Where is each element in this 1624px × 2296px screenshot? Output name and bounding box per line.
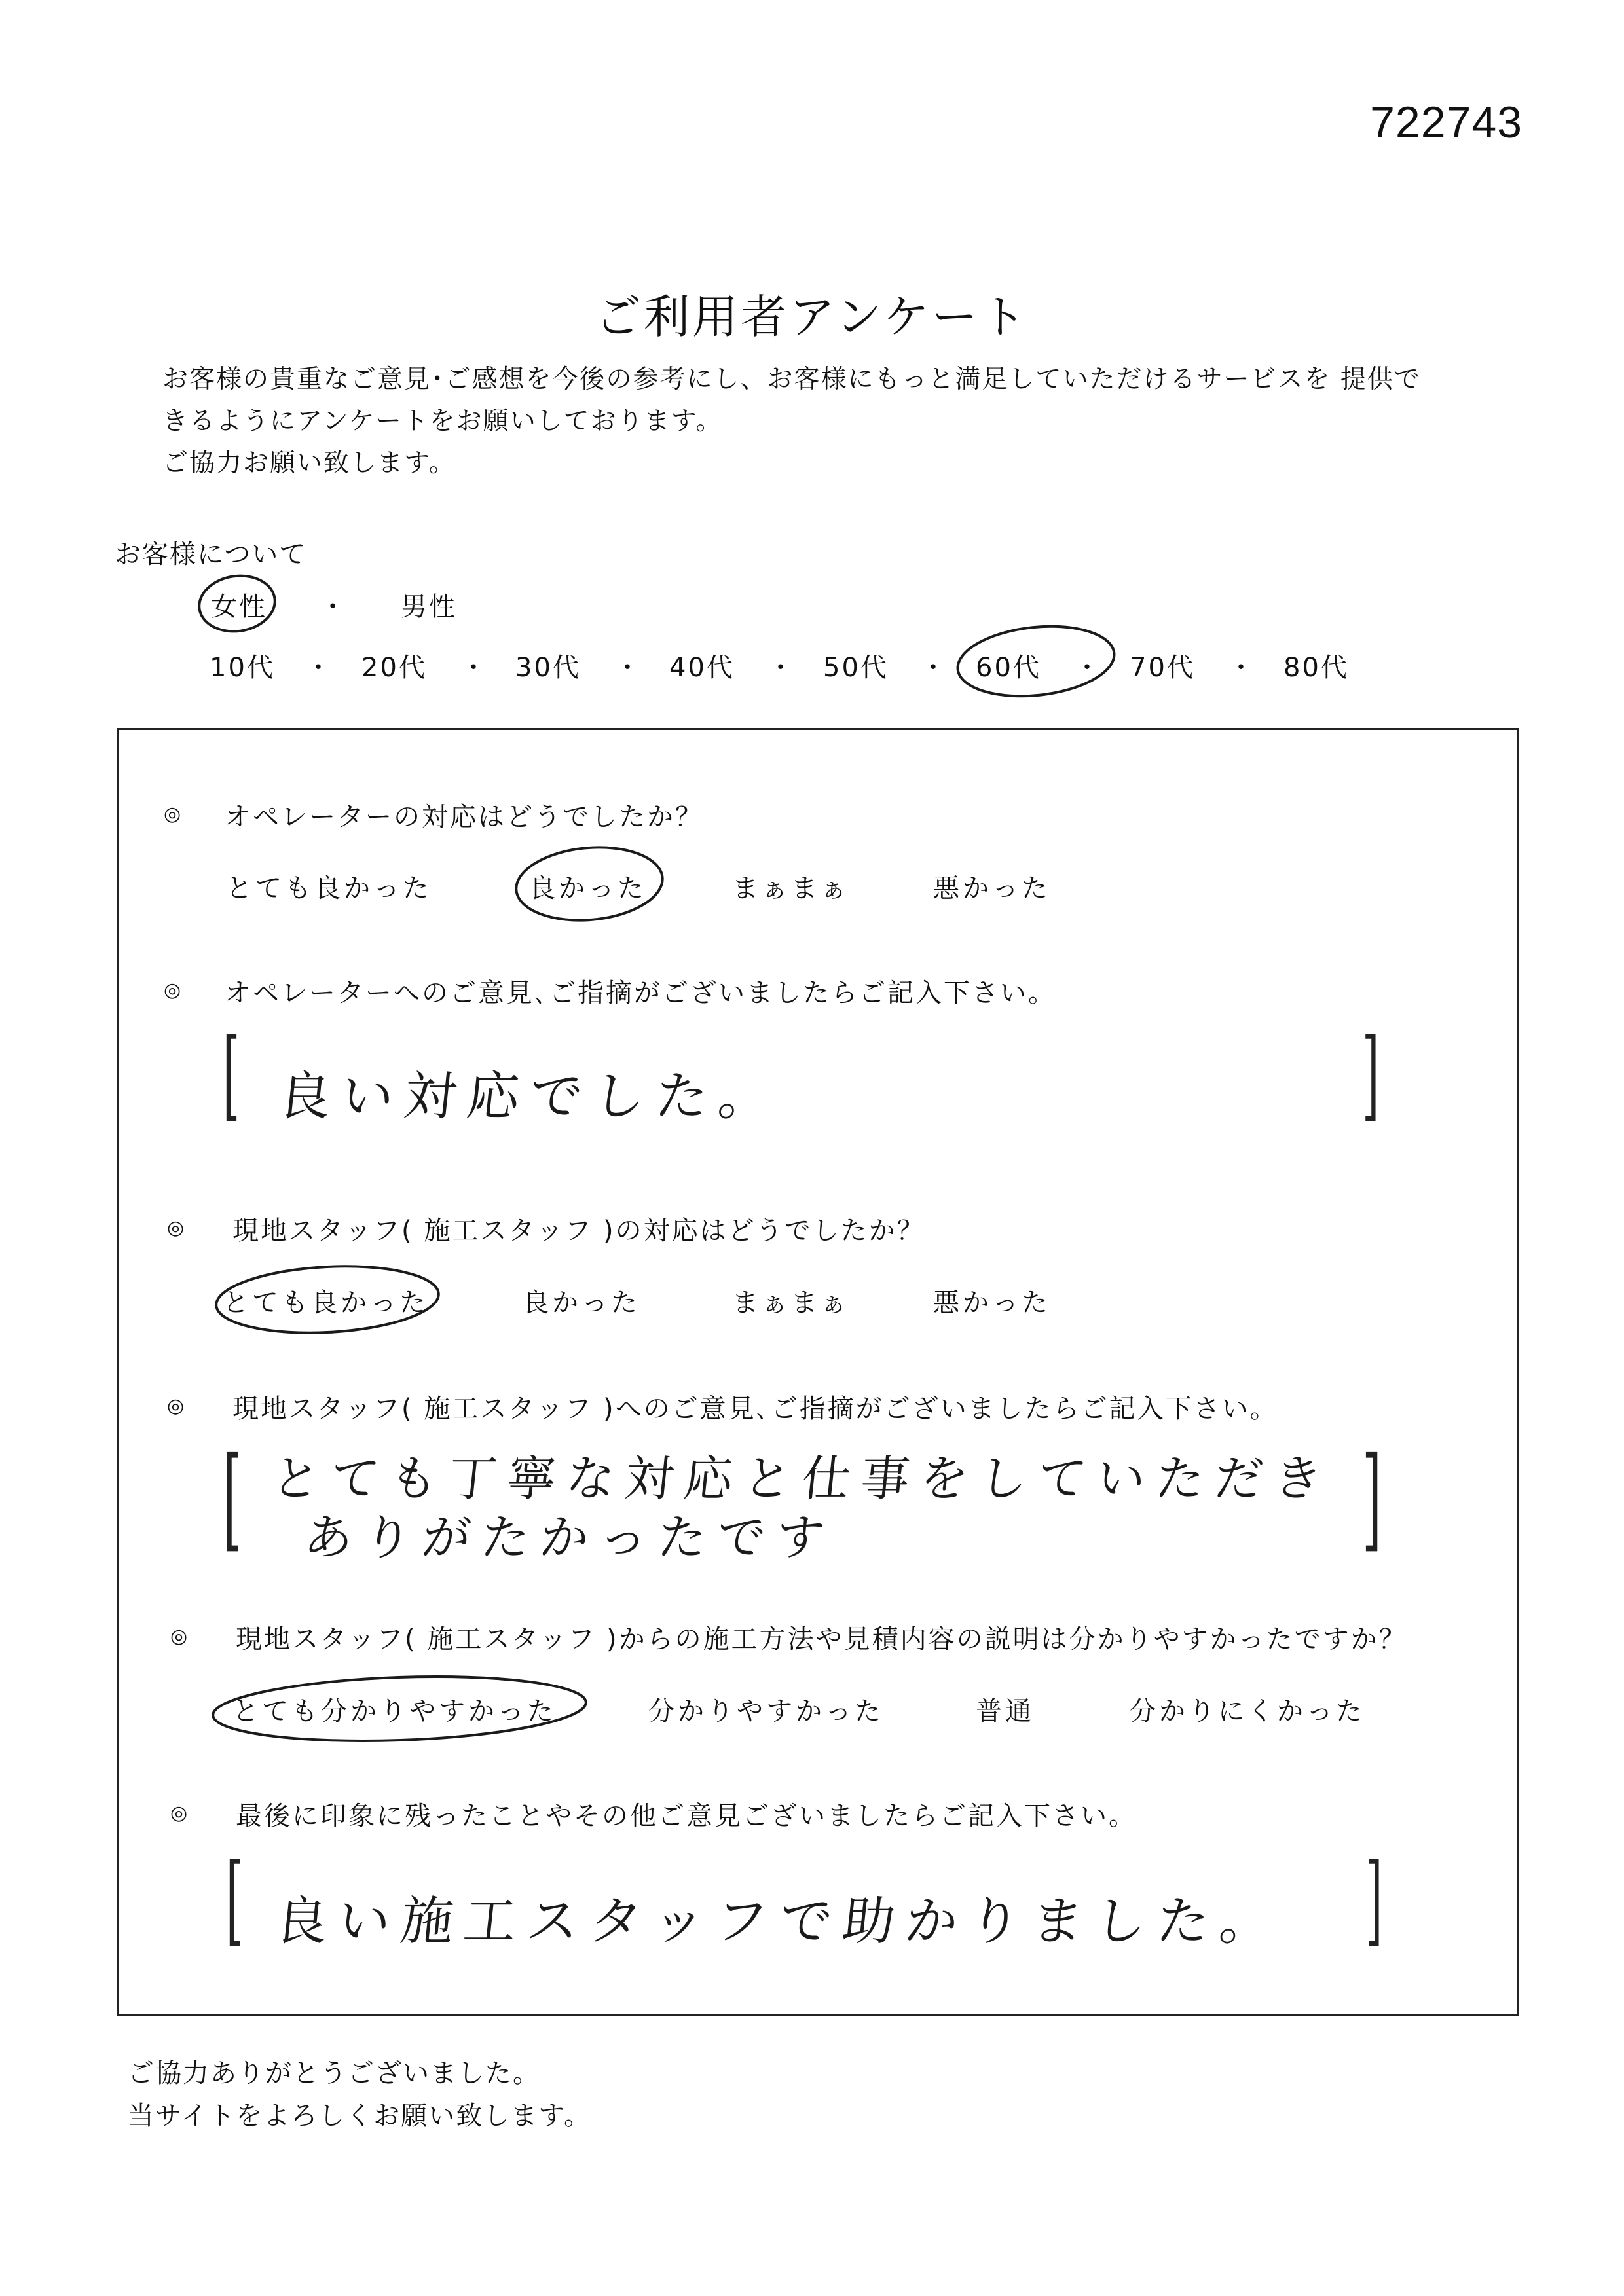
age-option-50s[interactable]: 50代 <box>823 653 889 683</box>
answer-bracket-left: [ <box>223 1018 240 1132</box>
question-1-text: オペレーターの対応はどうでしたか？ <box>225 802 703 832</box>
q4-handwritten-answer-line-1[interactable]: とても丁寧な対応と仕事をしていただき <box>268 1451 1336 1507</box>
q1-option-bad[interactable]: 悪かった <box>933 873 1051 903</box>
answer-bracket-right: ] <box>1362 1018 1380 1132</box>
answer-bracket-left: [ <box>226 1843 244 1957</box>
age-separator: ・ <box>920 653 946 683</box>
q5-option-easy[interactable]: 分かりやすかった <box>648 1696 884 1726</box>
age-option-30s[interactable]: 30代 <box>515 653 581 683</box>
age-option-80s[interactable]: 80代 <box>1283 653 1349 683</box>
q1-option-very-good[interactable]: とても良かった <box>226 873 432 903</box>
q3-option-bad[interactable]: 悪かった <box>933 1288 1051 1318</box>
q1-option-fair[interactable]: まぁまぁ <box>732 873 850 903</box>
q5-option-very-easy[interactable]: とても分かりやすかった <box>232 1696 557 1726</box>
q3-option-fair[interactable]: まぁまぁ <box>732 1288 850 1318</box>
q3-option-good[interactable]: 良かった <box>523 1288 640 1318</box>
document-id: 722743 <box>1370 98 1522 147</box>
age-separator: ・ <box>1228 653 1254 683</box>
age-separator: ・ <box>767 653 794 683</box>
age-option-20s[interactable]: 20代 <box>361 653 427 683</box>
age-option-60s[interactable]: 60代 <box>976 653 1041 683</box>
closing-line-1: ご協力ありがとうございました。 <box>128 2058 540 2088</box>
question-5-text: 現地スタッフ( 施工スタッフ )からの施工方法や見積内容の説明は分かりやすかったですか？ <box>236 1624 1407 1654</box>
age-separator: ・ <box>460 653 487 683</box>
age-option-10s[interactable]: 10代 <box>210 653 275 683</box>
question-bullet: ◎ <box>170 1802 188 1825</box>
age-separator: ・ <box>1074 653 1100 683</box>
page-title: ご利用者アンケート <box>595 290 1029 344</box>
answer-bracket-right: ] <box>1362 1434 1382 1563</box>
question-3-text: 現地スタッフ( 施工スタッフ )の対応はどうでしたか？ <box>232 1216 925 1246</box>
q5-option-normal[interactable]: 普通 <box>976 1696 1035 1726</box>
question-6-text: 最後に印象に残ったことやその他ご意見ございましたらご記入下さい。 <box>236 1801 1137 1831</box>
q6-handwritten-answer[interactable]: 良い施工スタッフで助かりました。 <box>272 1891 1286 1952</box>
intro-line-1: お客様の貴重なご意見･ご感想を今後の参考にし、お客様にもっと満足していただけるサービスを 提供で <box>162 365 1421 394</box>
gender-separator: ・ <box>320 592 346 622</box>
age-option-70s[interactable]: 70代 <box>1130 653 1195 683</box>
question-bullet: ◎ <box>170 1625 188 1648</box>
intro-line-3: ご協力お願い致します。 <box>162 448 456 478</box>
answer-bracket-right: ] <box>1365 1843 1383 1957</box>
gender-option-male[interactable]: 男性 <box>401 592 457 622</box>
question-4-text: 現地スタッフ( 施工スタッフ )へのご意見､ご指摘がございましたらご記入下さい。 <box>232 1394 1278 1424</box>
age-option-40s[interactable]: 40代 <box>669 653 735 683</box>
question-bullet: ◎ <box>164 803 181 826</box>
closing-line-2: 当サイトをよろしくお願い致します。 <box>128 2101 591 2131</box>
q5-option-difficult[interactable]: 分かりにくかった <box>1130 1696 1365 1726</box>
q1-option-good[interactable]: 良かった <box>529 873 647 903</box>
age-separator: ・ <box>305 653 331 683</box>
q2-handwritten-answer[interactable]: 良い対応でした。 <box>275 1066 785 1127</box>
age-separator: ・ <box>614 653 640 683</box>
q3-option-very-good[interactable]: とても良かった <box>223 1288 429 1318</box>
question-bullet: ◎ <box>164 979 181 1002</box>
question-2-text: オペレーターへのご意見､ご指摘がございましたらご記入下さい。 <box>225 978 1056 1008</box>
answer-bracket-left: [ <box>223 1434 242 1563</box>
question-bullet: ◎ <box>167 1394 185 1417</box>
q4-handwritten-answer-line-2[interactable]: ありがたかったです <box>301 1510 838 1566</box>
customer-section-label: お客様について <box>115 539 307 570</box>
gender-option-female[interactable]: 女性 <box>211 592 267 622</box>
intro-line-2: きるようにアンケートをお願いしております。 <box>162 407 723 436</box>
question-bullet: ◎ <box>167 1216 185 1239</box>
